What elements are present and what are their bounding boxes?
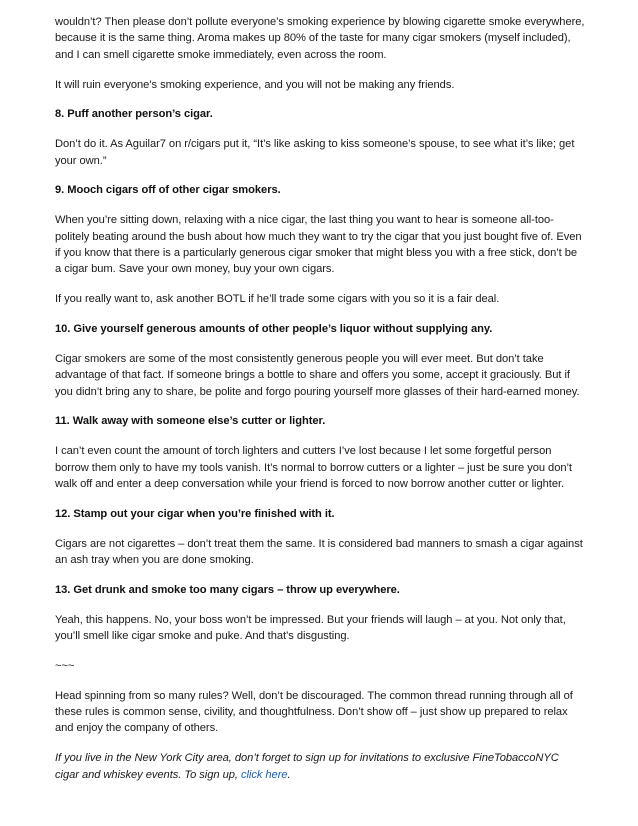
section-heading-9: 9. Mooch cigars off of other cigar smokers. <box>55 184 281 197</box>
section-heading-8: 8. Puff another person’s cigar. <box>55 108 213 121</box>
section-paragraph: If you really want to, ask another BOTL if he’ll trade some cigars with you so it is a fair deal. <box>55 293 500 306</box>
section-paragraph: Cigars are not cigarettes – don’t treat them the same. It is considered bad manners to smash a cigar against an ash tray when you are done smoking. <box>55 537 583 567</box>
section-paragraph: Cigar smokers are some of the most consistently generous people you will ever meet. But don’t take advantage of that fact. If someone brings a bottle to share and offers you some, accept it graciously. But if you didn’t bring any to share, be polite and forgo pouring yourself more glasses of their hard-earned money. <box>55 352 580 398</box>
section-heading-12: 12. Stamp out your cigar when you’re finished with it. <box>55 507 335 520</box>
cta-paragraph <box>55 750 585 783</box>
intro-paragraph: It will ruin everyone’s smoking experience, and you will not be making any friends. <box>55 78 455 91</box>
cta-text: If you live in the New York City area, don’t forget to sign up for invitations to exclusive FineTobaccoNYC cigar and whiskey events. To sign up, <box>55 752 559 781</box>
click-here-link[interactable]: click here <box>240 768 288 781</box>
section-heading-10: 10. Give yourself generous amounts of other people’s liquor without supplying any. <box>55 323 493 336</box>
section-heading-13: 13. Get drunk and smoke too many cigars – throw up everywhere. <box>55 583 400 596</box>
intro-paragraph: wouldn’t? Then please don’t pollute everyone’s smoking experience by blowing cigarette smoke everywhere, because it is the same thing. Aroma makes up 80% of the taste for many cigar smokers (myself included), and I can smell cigarette smoke immediately, even across the room. <box>55 16 585 61</box>
separator: ~~~ <box>55 659 75 672</box>
closing-paragraph: Head spinning from so many rules? Well, don’t be discouraged. The common thread running through all of these rules is common sense, civility, and thoughtfulness. Don’t show off – just show up prepared to relax and enjoy the company of others. <box>55 689 573 735</box>
section-paragraph: Don’t do it. As Aguilar7 on r/cigars put it, “It’s like asking to kiss someone’s spouse, to see what it’s like; get your own.” <box>55 138 575 167</box>
section-heading-11: 11. Walk away with someone else’s cutter or lighter. <box>55 415 326 428</box>
section-paragraph: Yeah, this happens. No, your boss won’t be impressed. But your friends will laugh – at you. Not only that, you’ll smell like cigar smoke and puke. And that’s disgusting. <box>55 613 566 643</box>
section-paragraph: I can’t even count the amount of torch lighters and cutters I’ve lost because I let some forgetful person borrow them only to have my tools vanish. It’s normal to borrow cutters or a lighter – just be sure you don’t walk off and enter a deep conversation while your friend is forced to now borrow another cutter or lighter. <box>55 445 572 491</box>
cta-trailing: . <box>287 768 291 781</box>
section-paragraph: When you’re sitting down, relaxing with a nice cigar, the last thing you want to hear is someone all-too-politely beating around the bush about how much they want to try the cigar that you just bought five of. Even if you know that there is a particularly generous cigar smoker that might bless you with a free stick, don’t be a cigar bum. Save your own money, buy your own cigars. <box>55 214 582 276</box>
document-page <box>55 14 585 796</box>
